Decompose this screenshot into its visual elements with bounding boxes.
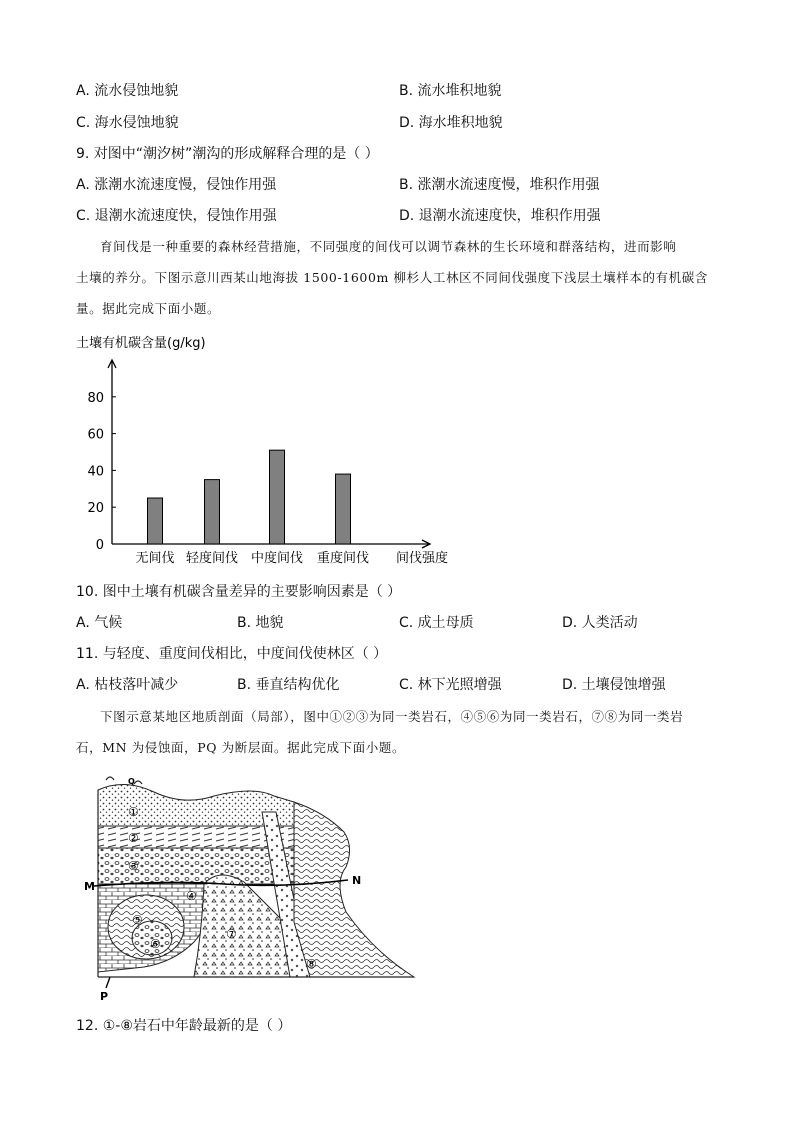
q11-option-d: D. 土壤侵蚀增强 <box>562 677 666 693</box>
q10-option-c: C. 成土母质 <box>399 615 474 631</box>
chart-plot-area <box>87 360 448 566</box>
q9-option-d: D. 退潮水流速度快，堆积作用强 <box>399 208 601 224</box>
soil-carbon-chart <box>70 332 470 572</box>
q8-option-a: A. 流水侵蚀地貌 <box>76 83 179 99</box>
q10-stem: 10. 图中土壤有机碳含量差异的主要影响因素是（ ） <box>76 584 402 600</box>
bar-2 <box>270 450 285 544</box>
x-tick-label: 无间伐 <box>135 551 175 566</box>
q10-option-d: D. 人类活动 <box>562 615 638 631</box>
q8-option-b: B. 流水堆积地貌 <box>399 83 502 99</box>
y-tick-label: 40 <box>87 464 104 480</box>
label-1: ① <box>128 805 139 819</box>
geological-cross-section <box>84 772 424 1004</box>
chart-ylabel: 土壤有机碳含量(g/kg) <box>76 336 206 351</box>
q11-option-b: B. 垂直结构优化 <box>237 677 340 693</box>
q9-stem: 9. 对图中“潮汐树”潮沟的形成解释合理的是（ ） <box>76 146 379 162</box>
label-4: ④ <box>186 889 197 903</box>
label-n: N <box>352 874 362 887</box>
q11-option-a: A. 枯枝落叶减少 <box>76 677 179 693</box>
q9-option-c: C. 退潮水流速度快，侵蚀作用强 <box>76 208 277 224</box>
label-p: P <box>100 990 109 1003</box>
bar-0 <box>148 498 163 544</box>
passage2-line2: 石，MN 为侵蚀面，PQ 为断层面。据此完成下面小题。 <box>76 740 406 755</box>
q9-option-b: B. 涨潮水流速度慢，堆积作用强 <box>399 177 600 193</box>
q8-option-d: D. 海水堆积地貌 <box>399 115 503 131</box>
label-7: ⑦ <box>226 927 237 941</box>
passage2-line1: 下图示意某地区地质剖面（局部），图中①②③为同一类岩石，④⑤⑥为同一类岩石，⑦⑧为同一类岩 <box>100 709 684 724</box>
label-m: M <box>84 880 95 893</box>
chart-xlabel: 间伐强度 <box>395 551 449 566</box>
bar-1 <box>205 480 220 544</box>
q8-option-c: C. 海水侵蚀地貌 <box>76 115 179 131</box>
passage1-line2: 土壤的养分。下图示意川西某山地海拔 1500-1600m 柳杉人工林区不同间伐强度下浅层土壤样本的有机碳含 <box>76 270 708 285</box>
y-tick-label: 20 <box>87 501 104 517</box>
q11-option-c: C. 林下光照增强 <box>399 677 502 693</box>
label-2: ② <box>128 831 139 845</box>
passage1-line3: 量。据此完成下面小题。 <box>76 301 221 316</box>
y-tick-label: 0 <box>95 538 104 553</box>
q12-stem: 12. ①-⑧岩石中年龄最新的是（ ） <box>76 1018 292 1034</box>
q11-stem: 11. 与轻度、重度间伐相比，中度间伐使林区（ ） <box>76 646 388 662</box>
fault-pq <box>106 977 110 988</box>
label-q: Q <box>128 777 135 786</box>
label-8: ⑧ <box>306 957 317 971</box>
passage1-line1: 育间伐是一种重要的森林经营措施，不同强度的间伐可以调节森林的生长环境和群落结构，进而影响 <box>100 239 677 254</box>
q10-option-a: A. 气候 <box>76 615 123 631</box>
label-3: ③ <box>128 859 139 873</box>
y-tick-label: 60 <box>87 427 104 443</box>
x-tick-label: 轻度间伐 <box>185 551 239 566</box>
q10-option-b: B. 地貌 <box>237 615 284 631</box>
x-tick-label: 重度间伐 <box>316 551 370 566</box>
label-6: ⑥ <box>150 937 161 951</box>
bar-3 <box>336 474 351 544</box>
label-5: ⑤ <box>132 913 143 927</box>
x-tick-label: 中度间伐 <box>250 551 304 566</box>
y-tick-label: 80 <box>87 390 104 406</box>
q9-option-a: A. 涨潮水流速度慢，侵蚀作用强 <box>76 177 277 193</box>
